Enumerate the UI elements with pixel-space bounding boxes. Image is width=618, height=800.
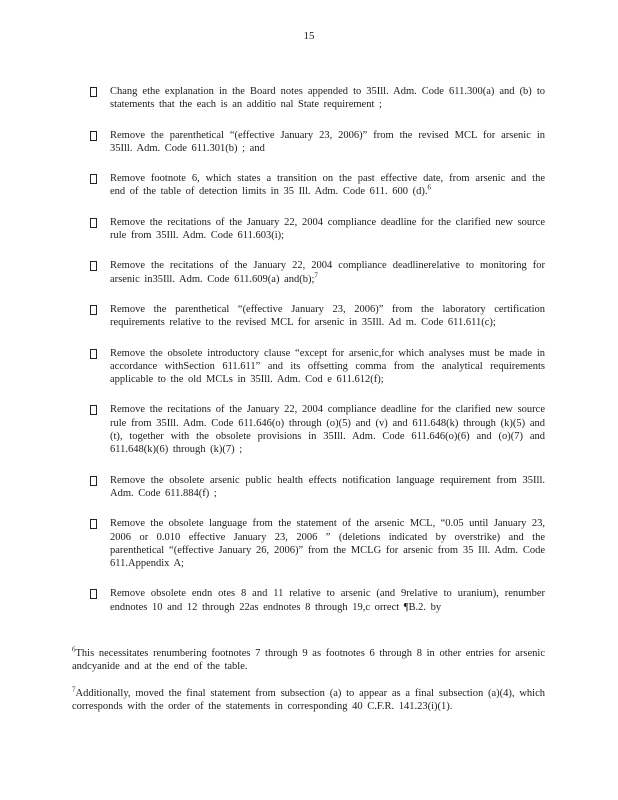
list-item-text: Remove the obsolete arsenic public health effects notification language requirement from 35Ill. Adm. Code 611.884(f) ; (110, 474, 545, 499)
list-item (90, 129, 545, 156)
list-item (90, 474, 545, 501)
checkbox-bullet-icon (90, 174, 97, 184)
list-item-text: Remove the obsolete introductory clause “except for arsenic,for which analyses must be made in accordance withSection 611.611” and its offsetting comma from the analytical requirements applicable to the old MCLs in 35Ill. Adm. Cod e 611.612(f); (110, 347, 545, 386)
footnote-marker: 7 (72, 685, 76, 694)
footnotes-section (72, 647, 545, 726)
footnote-ref: 7 (314, 271, 318, 280)
footnote (72, 647, 545, 674)
footnote (72, 687, 545, 714)
footnote-text: Additionally, moved the final statement from subsection (a) to appear as a final subsection (a)(4), which corresponds with the order of the statements in corresponding 40 C.F.R. 141.23(i)(1). (72, 687, 545, 712)
checkbox-bullet-icon (90, 519, 97, 529)
list-item-text: Remove footnote 6, which states a transition on the past effective date, from arsenic and the end of the table of detection limits in 35 Ill. Adm. Code 611. 600 (d).$^6$ (110, 173, 545, 198)
list-item-text: Remove the parenthetical “(effective January 23, 2006)” from the laboratory certification requirements relative to the revised MCL for arsenic in 35Ill. Ad m. Code 611.611(c); (110, 303, 545, 329)
list-item (90, 347, 545, 387)
list-item-text: Remove the recitations of the January 22, 2004 compliance deadline for the clarified new source rule from 35Ill. Adm. Code 611.646(o) through (o)(5) and (v) and 611.648(k) through (k)(5) and (t), together with the obsolete provisions in 35Ill. Adm. Code 611.646(o)(6) and (o)(7) and 611.648(k)(6) through (k)(7) ; (110, 404, 545, 456)
page-number: 15 (303, 30, 315, 42)
checkbox-bullet-icon (90, 218, 97, 228)
checkbox-bullet-icon (90, 476, 97, 486)
footnote-ref: 6 (427, 183, 431, 192)
checkbox-bullet-icon (90, 405, 97, 415)
list-item-text: Remove the obsolete language from the statement of the arsenic MCL, “0.05 until January 23, 2006 or 0.010 effective January 23, 2006 ” (deletions indicated by overstrike) and the parenthetical “(effective January 26, 2006)” from the MCLG for arsenic from 35 Ill. Adm. Code 611.Appendix A; (110, 518, 545, 570)
list-item (90, 172, 545, 199)
checkbox-bullet-icon (90, 87, 97, 97)
list-item (90, 587, 545, 614)
list-item (90, 259, 545, 286)
list-item (90, 216, 545, 243)
list-item (90, 85, 545, 112)
list-item (90, 517, 545, 570)
checkbox-bullet-icon (90, 589, 97, 599)
checkbox-bullet-icon (90, 131, 97, 141)
list-item-text: Remove the recitations of the January 22, 2004 compliance deadline for the clarified new source rule from 35Ill. Adm. Code 611.603(i); (110, 216, 545, 242)
checkbox-bullet-icon (90, 305, 97, 315)
list-item-text: Chang ethe explanation in the Board notes appended to 35Ill. Adm. Code 611.300(a) and (b) to statements that the each is an additio nal State requirement ; (110, 86, 545, 111)
list-item (90, 303, 545, 330)
footnote-marker: 6 (72, 645, 76, 654)
list-item-text: Remove the parenthetical “(effective January 23, 2006)” from the revised MCL for arsenic in 35Ill. Adm. Code 611.301(b) ; and (110, 129, 545, 154)
checkbox-bullet-icon (90, 349, 97, 359)
list-item-text: Remove obsolete endn otes 8 and 11 relative to arsenic (and 9relative to uranium), renumber endnotes 10 and 12 through 22as endnotes 8 through 19,c orrect ¶B.2. by (110, 588, 545, 613)
list-item (90, 403, 545, 456)
footnote-text: This necessitates renumbering footnotes 7 through 9 as footnotes 6 through 8 in other entries for arsenic andcyanide and at the end of the table. (72, 648, 545, 673)
list-item-text: Remove the recitations of the January 22, 2004 compliance deadlinerelative to monitoring for arsenic in35Ill. Adm. Code 611.609(a) and(b);$^7$ (110, 260, 545, 285)
checkbox-bullet-icon (90, 261, 97, 271)
bullet-list (90, 85, 545, 631)
